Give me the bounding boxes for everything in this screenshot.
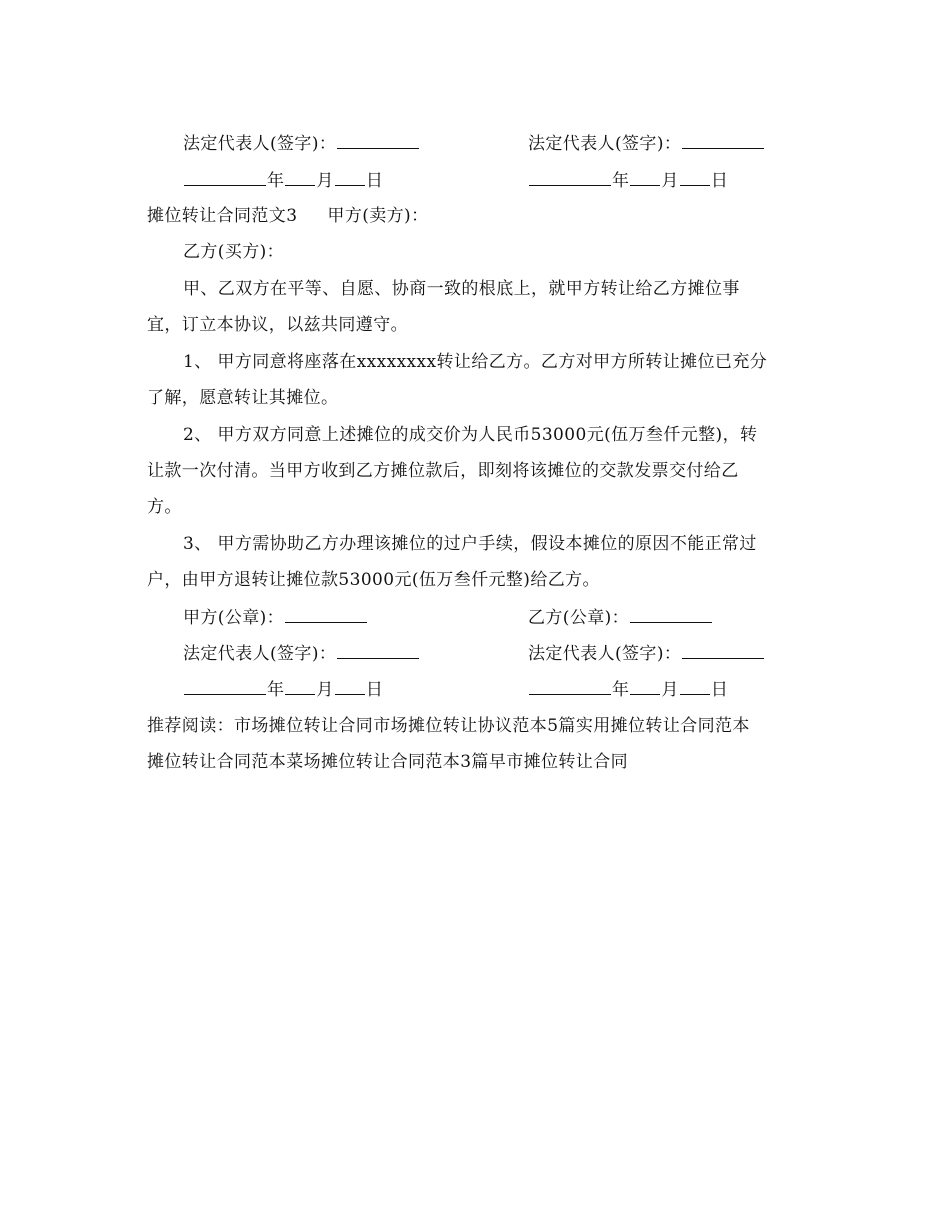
seal-blank	[285, 605, 367, 623]
year-blank	[184, 677, 266, 695]
clause-1-line: 1、 甲方同意将座落在xxxxxxxx转让给乙方。乙方对甲方所转让摊位已充分	[183, 352, 768, 372]
signature-label: 法定代表人(签字)：	[528, 134, 682, 154]
month-label: 月	[316, 680, 334, 700]
intro-paragraph-line: 甲、乙双方在平等、自愿、协商一致的根底上，就甲方转让给乙方摊位事	[183, 279, 740, 299]
signature-blank	[682, 131, 764, 149]
seal-label: 乙方(公章)：	[528, 608, 630, 628]
day-blank	[335, 677, 365, 695]
party-b-label: 乙方(买方)：	[183, 242, 285, 262]
signature-label: 法定代表人(签字)：	[183, 644, 337, 664]
month-blank	[285, 168, 315, 186]
signature-line-left-1	[183, 131, 420, 156]
date-line-right-1	[528, 168, 728, 193]
month-blank	[285, 677, 315, 695]
recommended-reading-line: 摊位转让合同范本菜场摊位转让合同范本3篇早市摊位转让合同	[147, 752, 629, 772]
signature-label: 法定代表人(签字)：	[528, 644, 682, 664]
contract-title: 摊位转让合同范文3	[147, 206, 298, 226]
year-blank	[529, 677, 611, 695]
day-label: 日	[365, 680, 384, 700]
date-line-left-1	[183, 168, 383, 193]
day-blank	[335, 168, 365, 186]
date-line-right-2	[528, 677, 728, 702]
clause-2-line: 2、 甲方双方同意上述摊位的成交价为人民币53000元(伍万叁仟元整)，转	[183, 425, 758, 445]
day-blank	[680, 677, 710, 695]
month-blank	[630, 677, 660, 695]
clause-2-line: 让款一次付清。当甲方收到乙方摊位款后，即刻将该摊位的交款发票交付给乙	[147, 461, 739, 481]
signature-label: 法定代表人(签字)：	[183, 134, 337, 154]
clause-3-line: 3、 甲方需协助乙方办理该摊位的过户手续，假设本摊位的原因不能正常过	[183, 534, 757, 554]
day-label: 日	[710, 680, 729, 700]
party-a-label: 甲方(卖方)：	[327, 206, 429, 226]
seal-line-left	[183, 605, 368, 630]
clause-2-line: 方。	[147, 497, 182, 517]
day-label: 日	[365, 171, 384, 191]
contract-heading	[147, 204, 807, 228]
signature-blank	[337, 131, 419, 149]
day-label: 日	[710, 171, 729, 191]
intro-paragraph-line: 宜，订立本协议，以兹共同遵守。	[147, 315, 408, 335]
month-label: 月	[661, 171, 679, 191]
year-label: 年	[267, 680, 285, 700]
month-blank	[630, 168, 660, 186]
year-label: 年	[267, 171, 285, 191]
date-line-left-2	[183, 677, 383, 702]
day-blank	[680, 168, 710, 186]
seal-blank	[630, 605, 712, 623]
signature-blank	[337, 641, 419, 659]
seal-label: 甲方(公章)：	[183, 608, 285, 628]
month-label: 月	[316, 171, 334, 191]
clause-3-line: 户，由甲方退转让摊位款53000元(伍万叁仟元整)给乙方。	[147, 570, 600, 590]
year-blank	[529, 168, 611, 186]
signature-blank	[682, 641, 764, 659]
signature-line-left-2	[183, 641, 420, 666]
clause-1-line: 了解，愿意转让其摊位。	[147, 388, 339, 408]
seal-line-right	[528, 605, 713, 630]
recommended-reading-line: 推荐阅读：市场摊位转让合同市场摊位转让协议范本5篇实用摊位转让合同范本	[147, 716, 750, 736]
year-label: 年	[612, 680, 630, 700]
year-label: 年	[612, 171, 630, 191]
signature-line-right-2	[528, 641, 765, 666]
signature-line-right-1	[528, 131, 765, 156]
year-blank	[184, 168, 266, 186]
month-label: 月	[661, 680, 679, 700]
